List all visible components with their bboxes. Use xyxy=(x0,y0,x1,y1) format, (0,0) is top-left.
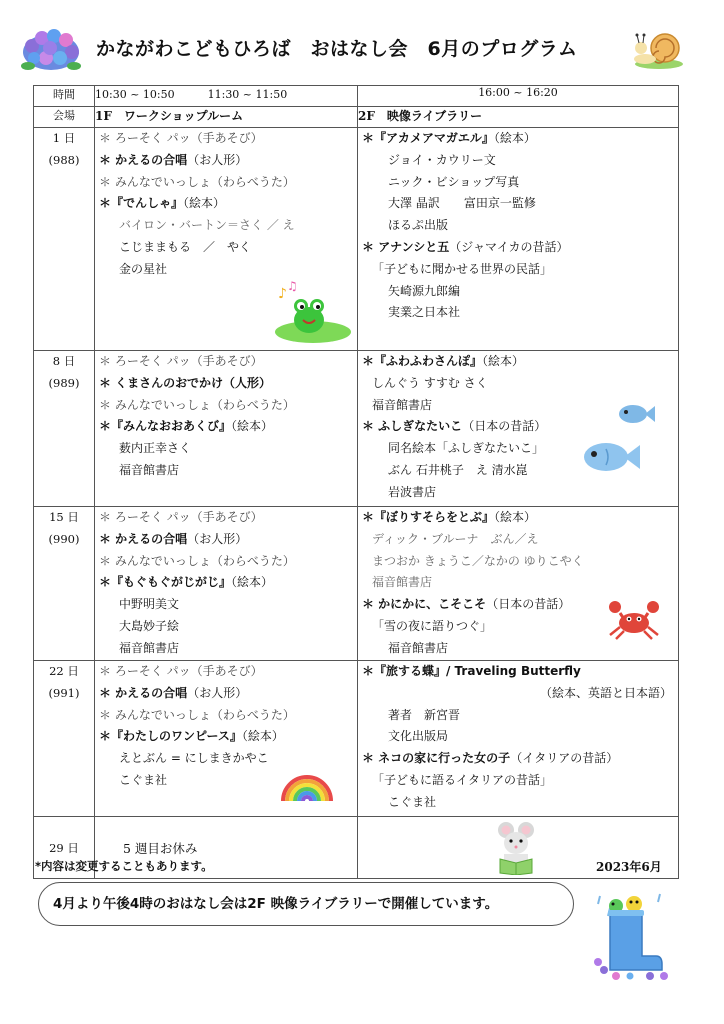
list-item: ＊ かにかに、こそこそ（日本の昔話） xyxy=(362,597,571,612)
list-item: ＊ ろーそく パッ（手あそび） xyxy=(99,131,263,145)
session-number: (989) xyxy=(48,375,80,390)
list-item: 福音館書店 xyxy=(119,462,180,477)
left-program xyxy=(95,661,358,817)
session-number: (990) xyxy=(48,531,80,546)
fish-icon xyxy=(580,437,642,477)
list-item: しんぐう すすむ さく xyxy=(372,375,488,390)
list-item: 大島妙子絵 xyxy=(119,618,180,633)
day-label: 22 日 xyxy=(49,664,79,678)
list-item: ＊『でんしゃ』（絵本） xyxy=(99,196,226,211)
list-item: こぐま社 xyxy=(119,772,168,787)
session-number: (988) xyxy=(48,152,80,167)
list-item: 同名絵本「ふしぎなたいこ」 xyxy=(388,441,545,456)
svg-text:♫: ♫ xyxy=(287,279,298,293)
list-item: 岩波書店 xyxy=(388,484,437,499)
table-row xyxy=(34,351,679,507)
snail-icon xyxy=(633,26,685,70)
list-item: 金の星社 xyxy=(119,261,168,276)
venue-row xyxy=(34,107,679,128)
schedule-table xyxy=(33,85,679,879)
header xyxy=(0,22,724,72)
day-cell xyxy=(34,351,95,507)
mouse-reading-icon xyxy=(496,821,536,875)
list-item: ぶん 石井桃子 え 清水崑 xyxy=(388,462,528,477)
rainbow-icon xyxy=(279,765,335,803)
list-item: 文化出版局 xyxy=(388,729,449,744)
time-right: 16:00 ~ 16:20 xyxy=(358,86,679,107)
time-label: 時間 xyxy=(34,86,95,107)
list-item: ＊ ろーそく パッ（手あそび） xyxy=(99,664,263,678)
list-item: 福音館書店 xyxy=(372,575,433,590)
session-number: (991) xyxy=(48,685,80,700)
list-item: ＊ みんなでいっしょ（わらべうた） xyxy=(99,707,295,722)
day-label: 29 日 xyxy=(49,840,79,855)
list-item: ディック・ブルーナ ぶん／え xyxy=(372,531,539,546)
time-left: 10:30 ~ 10:50 11:30 ~ 11:50 xyxy=(95,86,358,107)
list-item: ＊ ろーそく パッ（手あそび） xyxy=(99,510,263,524)
right-program xyxy=(358,661,679,817)
list-item: ＊ みんなでいっしょ（わらべうた） xyxy=(99,174,295,189)
list-item: 福音館書店 xyxy=(372,397,433,412)
list-item: ジョイ・カウリー文 xyxy=(388,152,496,167)
table-row xyxy=(34,661,679,817)
notice-box: 4月より午後4時のおはなし会は2F 映像ライブラリーで開催しています。 xyxy=(38,882,574,926)
list-item: （絵本、英語と日本語） xyxy=(539,685,672,700)
svg-text:♪: ♪ xyxy=(278,286,287,302)
list-item: 大澤 晶訳 富田京一監修 xyxy=(388,196,536,211)
issue-date: 2023年6月 xyxy=(596,860,662,874)
list-item: 中野明美文 xyxy=(119,597,180,612)
list-item: ＊『アカメアマガエル』（絵本） xyxy=(362,131,536,145)
table-row xyxy=(34,128,679,351)
list-item: ＊『みんなおおあくび』（絵本） xyxy=(99,419,274,434)
venue-right: 2F 映像ライブラリー xyxy=(358,107,679,128)
left-program xyxy=(95,128,358,351)
list-item: 福音館書店 xyxy=(119,640,180,655)
list-item: ＊ かえるの合唱（お人形） xyxy=(99,531,248,546)
list-item: ＊ みんなでいっしょ（わらべうた） xyxy=(99,397,295,412)
hydrangea-icon xyxy=(20,24,82,72)
time-row xyxy=(34,86,679,107)
list-item: ＊ ネコの家に行った女の子（イタリアの昔話） xyxy=(362,751,619,766)
list-item: ＊『ぼりすそらをとぶ』（絵本） xyxy=(362,510,537,524)
rain-boot-icon xyxy=(590,892,670,980)
day-label: 15 日 xyxy=(49,510,79,524)
closed-note: 5 週目お休み xyxy=(123,840,198,856)
list-item: 「子どもに語るイタリアの昔話」 xyxy=(372,772,553,787)
list-item: ＊ かえるの合唱（お人形） xyxy=(99,685,248,700)
day-cell xyxy=(34,128,95,351)
right-program xyxy=(358,128,679,351)
day-label: 8 日 xyxy=(52,354,76,368)
list-item: ＊『ふわふわさんぽ』（絵本） xyxy=(362,354,525,368)
list-item: 著者 新宮晋 xyxy=(388,707,461,722)
list-item: ＊『もぐもぐがじがじ』（絵本） xyxy=(99,575,274,590)
list-item: ＊ ろーそく パッ（手あそび） xyxy=(99,354,263,368)
day-label: 1 日 xyxy=(52,131,76,145)
list-item: ＊ ふしぎなたいこ（日本の昔話） xyxy=(362,419,547,434)
list-item: 薮内正幸さく xyxy=(119,441,192,456)
list-item: ニック・ビショップ写真 xyxy=(388,174,520,189)
left-program xyxy=(95,351,358,507)
list-item: ＊ みんなでいっしょ（わらべうた） xyxy=(99,553,295,568)
list-item: ＊『旅する蝶』/ Traveling Butterfly xyxy=(362,664,581,678)
list-item: ＊『わたしのワンピース』（絵本） xyxy=(99,729,284,744)
list-item: ＊ アナンシと五（ジャマイカの昔話） xyxy=(362,239,569,254)
fish-icon xyxy=(616,401,656,427)
list-item: えとぶん = にしまきかやこ xyxy=(119,751,269,766)
left-program xyxy=(95,507,358,661)
right-program xyxy=(358,507,679,661)
list-item: 矢崎源九郎編 xyxy=(388,283,461,298)
page-title: かながわこどもひろば おはなし会 6月のプログラム xyxy=(96,38,578,60)
crab-icon xyxy=(606,597,662,641)
list-item: 福音館書店 xyxy=(388,640,449,655)
change-note: *内容は変更することもあります。 xyxy=(35,859,213,873)
list-item: 「子どもに聞かせる世界の民話」 xyxy=(372,261,553,276)
list-item: 「雪の夜に語りつぐ」 xyxy=(372,618,493,633)
list-item: ＊ くまさんのおでかけ（人形） xyxy=(99,375,272,390)
list-item: ほるぷ出版 xyxy=(388,218,449,233)
frog-icon xyxy=(273,276,353,346)
list-item: こぐま社 xyxy=(388,794,437,809)
day-cell xyxy=(34,507,95,661)
table-row xyxy=(34,507,679,661)
venue-left: 1F ワークショップルーム xyxy=(95,107,358,128)
right-program xyxy=(358,351,679,507)
venue-label: 会場 xyxy=(34,107,95,128)
list-item: まつおか きょうこ／なかの ゆりこやく xyxy=(372,553,584,568)
list-item: ＊ かえるの合唱（お人形） xyxy=(99,152,248,167)
list-item: 実業之日本社 xyxy=(388,305,461,320)
list-item: こじままもる ／ やく xyxy=(119,239,252,254)
day-cell xyxy=(34,661,95,817)
list-item: バイロン・バートン＝さく ／ え xyxy=(119,218,295,233)
